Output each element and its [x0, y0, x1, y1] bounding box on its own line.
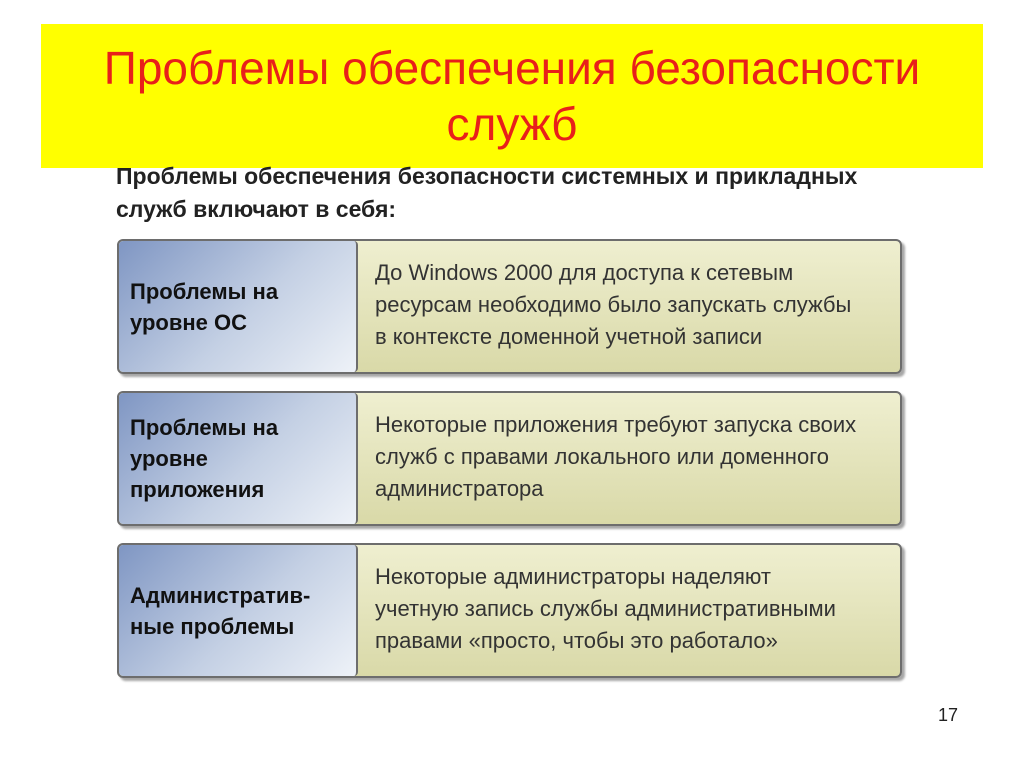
problem-row-application [117, 391, 902, 526]
title-banner [41, 24, 983, 168]
problem-category-label [119, 241, 358, 372]
problem-description: До Windows 2000 для доступа к сетевым ресурсам необходимо было запускать службы в контексте доменной учетной записи [375, 260, 852, 349]
problem-category-text: Проблемы на уровне ОС [130, 278, 279, 335]
problem-row-administrative [117, 543, 902, 678]
slide-title: Проблемы обеспечения безопасности служб [103, 42, 921, 150]
problem-row-os [117, 239, 902, 374]
problem-category-label [119, 545, 358, 676]
intro-text: Проблемы обеспечения безопасности системных и прикладных служб включают в себя: [116, 163, 858, 222]
problem-category-label [119, 393, 358, 524]
problem-description: Некоторые приложения требуют запуска своих служб с правами локального или доменного администратора [375, 412, 857, 501]
problem-description: Некоторые администраторы наделяют учетную запись службы административными правами «просто, чтобы это работало» [375, 564, 836, 653]
problems-table [117, 239, 902, 678]
problem-category-text: Проблемы на уровне приложения [130, 415, 279, 502]
page-number: 17 [938, 705, 959, 725]
problem-category-text: Административ- ные проблемы [130, 582, 311, 639]
